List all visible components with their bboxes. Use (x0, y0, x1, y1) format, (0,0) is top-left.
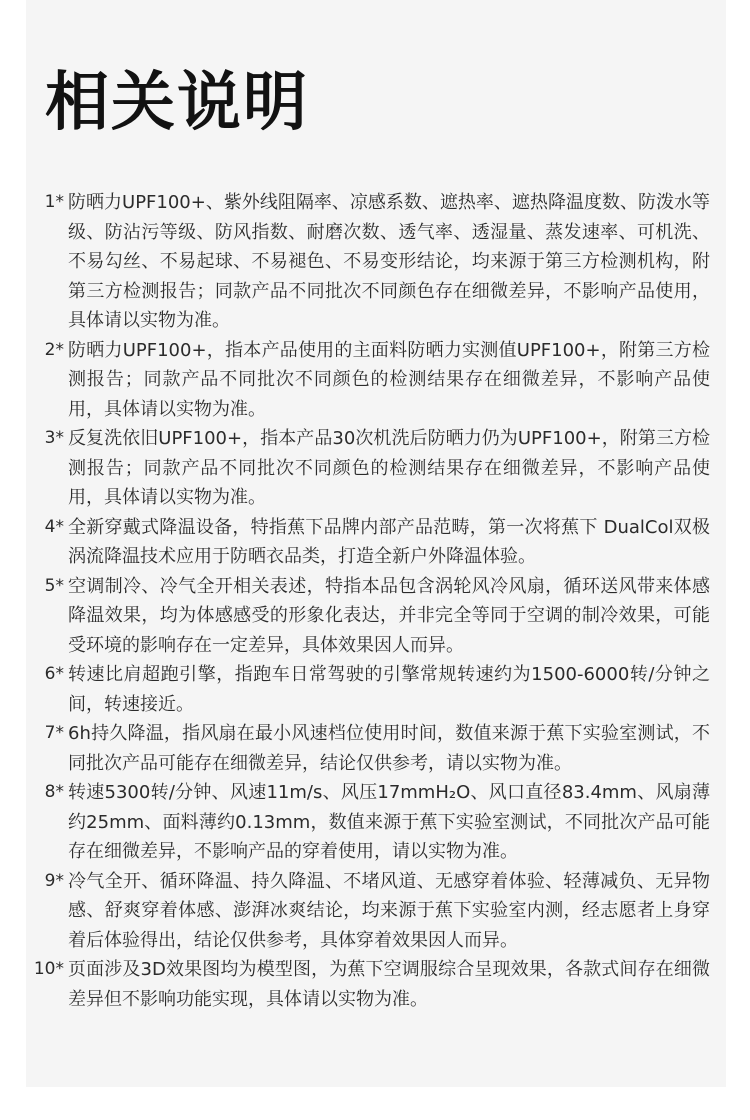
note-text: 转速5300转/分钟、风速11m/s、风压17mmH₂O、风口直径83.4mm、风扇薄约25mm、面料薄约0.13mm，数值来源于蕉下实验室测试，不同批次产品可能存在细微差异，不影响产品的穿着使用，请以实物为准。 (68, 782, 710, 862)
note-text: 冷气全开、循环降温、持久降温、不堵风道、无感穿着体验、轻薄减负、无异物感、舒爽穿着体感、澎湃冰爽结论，均来源于蕉下实验室内测，经志愿者上身穿着后体验得出，结论仅供参考，具体穿着效果因人而异。 (68, 870, 710, 951)
note-item-3 (30, 424, 710, 513)
note-number: 2* (44, 339, 64, 360)
note-item-6 (30, 660, 710, 719)
note-number: 8* (44, 782, 64, 802)
note-item-2 (30, 336, 710, 425)
note-number: 1* (44, 192, 64, 212)
note-number: 5* (44, 575, 64, 596)
note-item-10 (30, 955, 710, 1014)
notes-list (30, 188, 710, 1014)
note-item-7 (30, 719, 710, 778)
note-number: 7* (44, 723, 64, 743)
note-item-9 (30, 867, 710, 956)
note-item-1 (30, 188, 710, 336)
note-text: 全新穿戴式降温设备，特指蕉下品牌内部产品范畴，第一次将蕉下 DualCol双极涡流降温技术应用于防晒衣品类，打造全新户外降温体验。 (68, 516, 710, 567)
note-number: 6* (44, 664, 64, 684)
page-title: 相关说明 (45, 66, 309, 140)
note-text: 转速比肩超跑引擎，指跑车日常驾驶的引擎常规转速约为1500-6000转/分钟之间，转速接近。 (68, 664, 710, 715)
note-text: 防晒力UPF100+，指本产品使用的主面料防晒力实测值UPF100+，附第三方检测报告；同款产品不同批次不同颜色的检测结果存在细微差异，不影响产品使用，具体请以实物为准。 (68, 339, 710, 420)
note-number: 9* (44, 870, 64, 891)
note-item-5 (30, 572, 710, 661)
note-number: 4* (44, 516, 64, 537)
note-number: 3* (44, 428, 64, 448)
note-item-4 (30, 513, 710, 572)
note-text: 6h持久降温，指风扇在最小风速档位使用时间，数值来源于蕉下实验室测试，不同批次产品可能存在细微差异，结论仅供参考，请以实物为准。 (68, 723, 710, 774)
note-number: 10* (33, 959, 64, 979)
note-item-8 (30, 778, 710, 867)
note-text: 防晒力UPF100+、紫外线阻隔率、凉感系数、遮热率、遮热降温度数、防泼水等级、防沾污等级、防风指数、耐磨次数、透气率、透湿量、蒸发速率、可机洗、不易勾丝、不易起球、不易褪色、不易变形结论，均来源于第三方检测机构，附第三方检测报告；同款产品不同批次不同颜色存在细微差异，不影响产品使用，具体请以实物为准。 (68, 192, 710, 331)
note-text: 空调制冷、冷气全开相关表述，特指本品包含涡轮风冷风扇，循环送风带来体感降温效果，均为体感感受的形象化表达，并非完全等同于空调的制冷效果，可能受环境的影响存在一定差异，具体效果因人而异。 (68, 575, 710, 656)
note-text: 反复洗依旧UPF100+，指本产品30次机洗后防晒力仍为UPF100+，附第三方检测报告；同款产品不同批次不同颜色的检测结果存在细微差异，不影响产品使用，具体请以实物为准。 (68, 428, 710, 508)
note-text: 页面涉及3D效果图均为模型图，为蕉下空调服综合呈现效果，各款式间存在细微差异但不影响功能实现，具体请以实物为准。 (68, 959, 710, 1010)
